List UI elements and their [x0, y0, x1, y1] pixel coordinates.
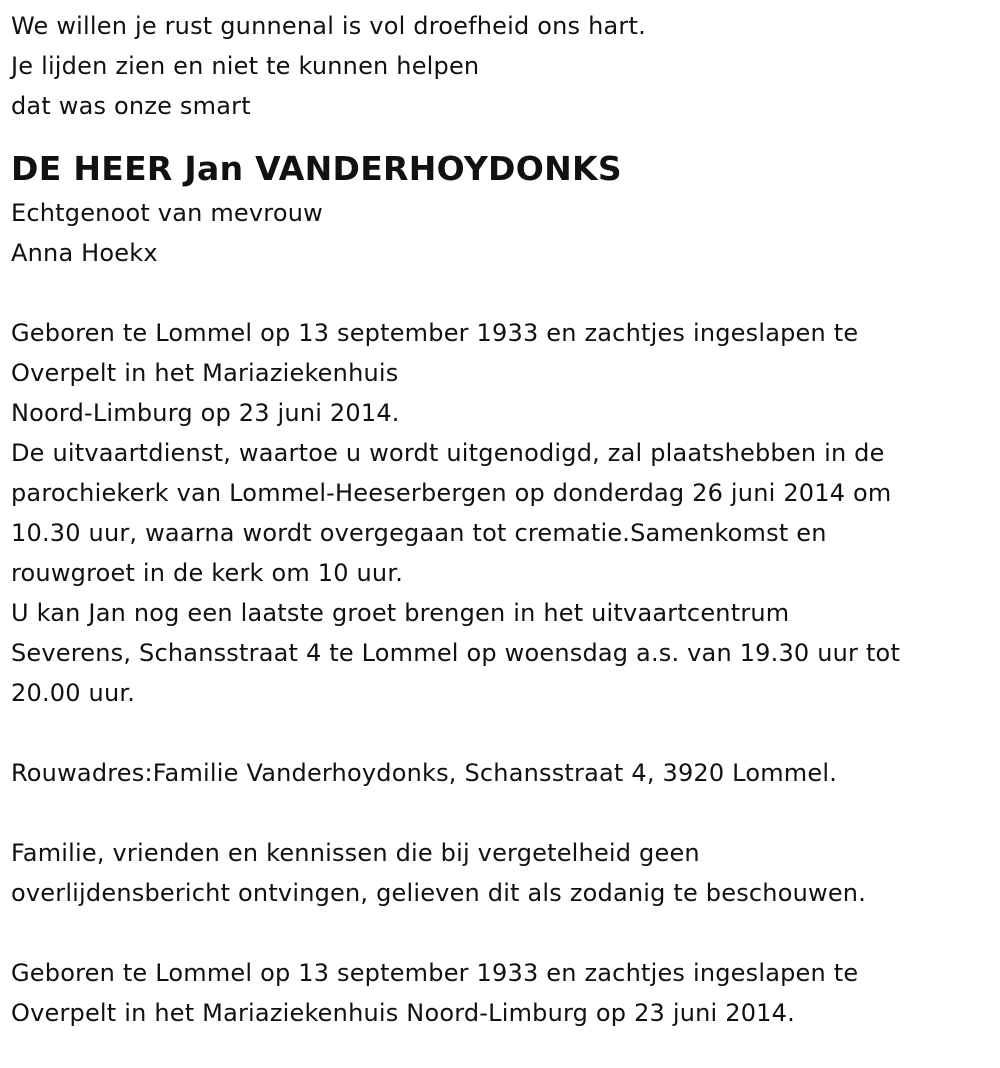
spacer: [11, 273, 1000, 313]
details-line: Severens, Schansstraat 4 te Lommel op woensdag a.s. van 19.30 uur tot: [11, 639, 901, 667]
spouse-line: Anna Hoekx: [11, 239, 158, 267]
closing-line: Geboren te Lommel op 13 september 1933 en zachtjes ingeslapen te: [11, 959, 859, 987]
notice-line: Familie, vrienden en kennissen die bij vergetelheid geen: [11, 839, 700, 867]
funeral-details: [11, 313, 1000, 713]
notice-line: overlijdensbericht ontvingen, gelieven dit als zodanig te beschouwen.: [11, 879, 867, 907]
details-line: U kan Jan nog een laatste groet brengen in het uitvaartcentrum: [11, 599, 790, 627]
poem-line: Je lijden zien en niet te kunnen helpen: [11, 52, 480, 80]
details-line: Geboren te Lommel op 13 september 1933 en zachtjes ingeslapen te: [11, 319, 859, 347]
details-line: rouwgroet in de kerk om 10 uur.: [11, 559, 404, 587]
spacer: [11, 713, 1000, 753]
details-line: Overpelt in het Mariaziekenhuis: [11, 359, 399, 387]
details-line: 10.30 uur, waarna wordt overgegaan tot crematie.Samenkomst en: [11, 519, 827, 547]
details-line: parochiekerk van Lommel-Heeserbergen op donderdag 26 juni 2014 om: [11, 479, 892, 507]
poem-line: dat was onze smart: [11, 92, 251, 120]
closing: [11, 953, 1000, 1033]
poem: [11, 6, 1000, 126]
details-line: De uitvaartdienst, waartoe u wordt uitgenodigd, zal plaatshebben in de: [11, 439, 885, 467]
spouse-info: [11, 193, 1000, 273]
details-line: Noord-Limburg op 23 juni 2014.: [11, 399, 400, 427]
spouse-line: Echtgenoot van mevrouw: [11, 199, 323, 227]
spacer: [11, 793, 1000, 833]
deceased-name-heading: DE HEER Jan VANDERHOYDONKS: [11, 149, 622, 188]
poem-line: We willen je rust gunnenal is vol droefheid ons hart.: [11, 12, 646, 40]
notice: [11, 833, 1000, 913]
details-line: 20.00 uur.: [11, 679, 136, 707]
closing-line: Overpelt in het Mariaziekenhuis Noord-Limburg op 23 juni 2014.: [11, 999, 795, 1027]
spacer: [11, 913, 1000, 953]
mourning-address: Rouwadres:Familie Vanderhoydonks, Schansstraat 4, 3920 Lommel.: [11, 759, 838, 787]
